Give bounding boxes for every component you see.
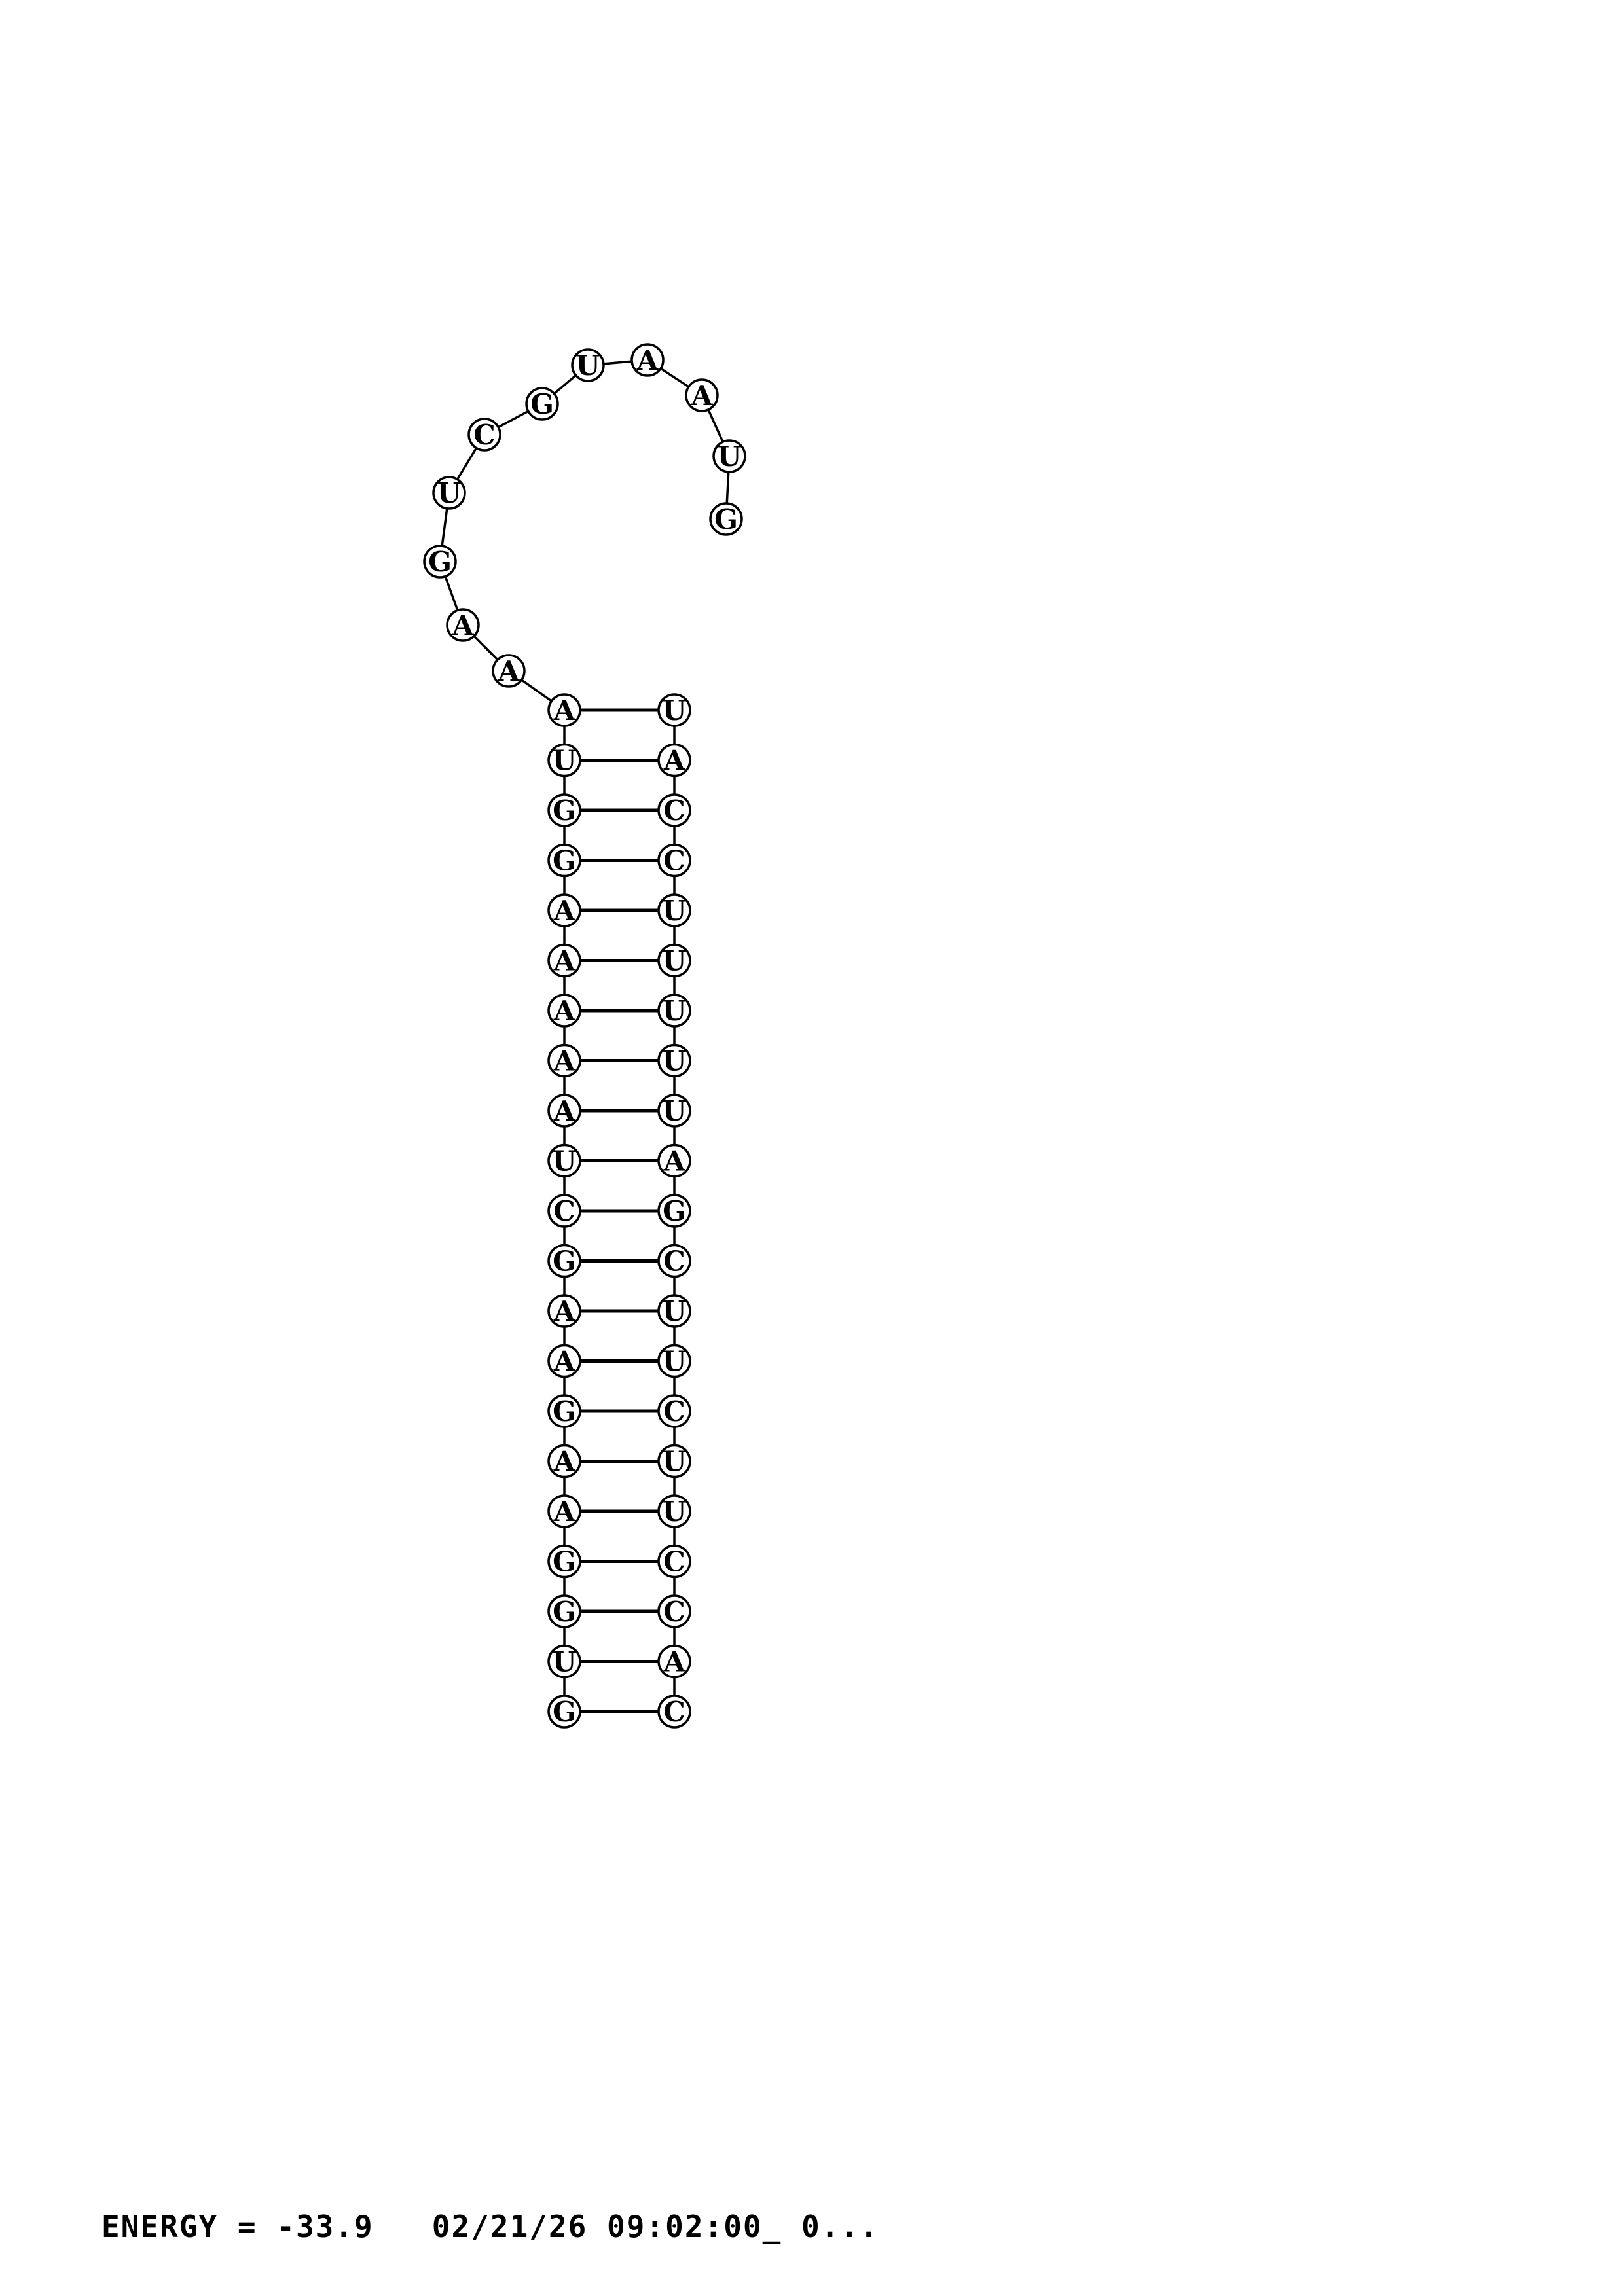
stem-nucleotide-left-8 <box>549 1045 580 1077</box>
nucleotide-label: G <box>553 794 576 827</box>
stem-nucleotide-right-17 <box>659 1496 690 1528</box>
backbone-edge <box>522 680 552 701</box>
loop-nucleotide-L6 <box>710 503 742 535</box>
stem-nucleotide-right-4 <box>659 844 690 876</box>
nucleotide-label: U <box>662 1445 687 1478</box>
nucleotide-label: U <box>662 994 687 1027</box>
stem-nucleotide-right-3 <box>659 795 690 827</box>
loop-nucleotide-L1 <box>526 388 558 420</box>
loop-nucleotide-L7 <box>469 419 500 451</box>
backbone-edge <box>445 577 458 611</box>
nucleotide-label: G <box>714 503 738 535</box>
loop-nucleotide-L3 <box>632 344 663 376</box>
stem-nucleotide-left-1 <box>549 694 580 726</box>
loop-nucleotide-L9 <box>424 546 456 578</box>
nucleotide-label: U <box>717 440 742 473</box>
stem-nucleotide-right-5 <box>659 895 690 927</box>
nucleotide-label: A <box>553 994 575 1027</box>
nucleotide-label: C <box>553 1194 575 1227</box>
energy-caption: ENERGY = -33.9 02/21/26 09:02:00_ 0... <box>101 2209 879 2244</box>
loop-nucleotide-L5 <box>714 440 745 473</box>
stem-nucleotide-right-10 <box>659 1145 690 1177</box>
nucleotide-label: C <box>663 1595 685 1628</box>
nucleotide-label: G <box>428 545 452 578</box>
nucleotide-label: G <box>553 1245 576 1278</box>
nucleotide-label: U <box>552 744 577 777</box>
nucleotide-label: A <box>553 944 575 977</box>
stem-nucleotide-left-11 <box>549 1195 580 1227</box>
stem-nucleotide-left-20 <box>549 1645 580 1677</box>
stem-nucleotide-right-6 <box>659 944 690 977</box>
stem-nucleotide-left-10 <box>549 1145 580 1177</box>
stem-nucleotide-left-13 <box>549 1295 580 1327</box>
stem-nucleotide-right-1 <box>659 694 690 726</box>
stem-nucleotide-right-20 <box>659 1645 690 1677</box>
nucleotide-label: A <box>553 694 575 726</box>
loop-nucleotide-L2 <box>572 350 604 382</box>
nucleotide-label: U <box>662 1045 687 1077</box>
nucleotide-label: A <box>452 609 474 641</box>
nucleotide-label: A <box>691 379 713 412</box>
backbone-edge <box>727 472 729 503</box>
stem-nucleotide-left-5 <box>549 895 580 927</box>
stem-nucleotide-left-18 <box>549 1545 580 1577</box>
nucleotide-label: U <box>662 894 687 927</box>
nucleotide-label: G <box>553 1395 576 1427</box>
stem-nucleotide-right-9 <box>659 1095 690 1127</box>
nucleotide-label: C <box>663 1245 685 1278</box>
stem-nucleotide-right-2 <box>659 744 690 776</box>
backbone-edge <box>498 411 528 427</box>
stem-nucleotide-left-16 <box>549 1445 580 1477</box>
backbone-edge <box>474 636 498 660</box>
nucleotide-label: C <box>663 794 685 827</box>
loop-nucleotide-L10 <box>447 609 479 641</box>
nucleotide-label: C <box>663 1545 685 1578</box>
nucleotide-label: U <box>552 1145 577 1177</box>
backbone-edge <box>554 375 575 393</box>
nucleotide-label: U <box>662 1295 687 1327</box>
stem-nucleotide-right-19 <box>659 1596 690 1628</box>
nucleotide-label: C <box>473 418 496 451</box>
nucleotide-label: U <box>437 476 462 509</box>
base-pair-bonds <box>580 710 659 1712</box>
backbone-edge <box>457 448 476 480</box>
stem-nucleotide-left-15 <box>549 1395 580 1427</box>
nucleotide-label: A <box>553 1094 575 1127</box>
stem-nucleotide-left-2 <box>549 744 580 776</box>
loop-nucleotides <box>424 344 745 687</box>
nucleotide-label: A <box>553 1045 575 1077</box>
nucleotide-label: C <box>663 1395 685 1427</box>
stem-nucleotide-right-12 <box>659 1245 690 1277</box>
nucleotide-label: U <box>662 1495 687 1528</box>
nucleotide-label: A <box>663 1645 685 1678</box>
stem-nucleotide-right-7 <box>659 995 690 1027</box>
nucleotide-label: G <box>663 1194 686 1227</box>
nucleotide-label: C <box>663 1695 685 1728</box>
loop-nucleotide-L4 <box>686 380 718 412</box>
stem-nucleotide-left-19 <box>549 1596 580 1628</box>
nucleotide-label: U <box>662 1345 687 1378</box>
nucleotide-label: A <box>553 1445 575 1478</box>
backbone-edge <box>708 410 723 442</box>
nucleotide-label: G <box>553 1695 576 1728</box>
stem-nucleotide-right-14 <box>659 1345 690 1377</box>
nucleotide-label: A <box>553 1295 575 1327</box>
loop-nucleotide-L11 <box>493 655 524 687</box>
stem-nucleotide-right-13 <box>659 1295 690 1327</box>
nucleotide-label: U <box>662 944 687 977</box>
stem-nucleotide-left-17 <box>549 1496 580 1528</box>
nucleotide-label: A <box>553 1345 575 1378</box>
nucleotide-label: U <box>662 1094 687 1127</box>
stem-nucleotide-right-11 <box>659 1195 690 1227</box>
nucleotide-label: G <box>553 1545 576 1578</box>
stem-nucleotide-right-18 <box>659 1545 690 1577</box>
nucleotide-label: A <box>498 655 520 687</box>
loop-backbone-edges <box>442 361 729 701</box>
nucleotide-label: G <box>553 844 576 877</box>
nucleotide-label: C <box>663 844 685 877</box>
stem-nucleotide-left-7 <box>549 995 580 1027</box>
stem-nucleotide-right-8 <box>659 1045 690 1077</box>
nucleotide-label: U <box>552 1645 577 1678</box>
stem-nucleotide-left-9 <box>549 1095 580 1127</box>
nucleotide-label: G <box>553 1595 576 1628</box>
stem-nucleotide-left-6 <box>549 944 580 977</box>
nucleotide-label: A <box>553 1495 575 1528</box>
backbone-edge <box>442 509 447 546</box>
stem-nucleotide-left-12 <box>549 1245 580 1277</box>
backbone-edge <box>661 368 689 387</box>
nucleotide-label: A <box>636 344 659 376</box>
stem-nucleotide-left-14 <box>549 1345 580 1377</box>
stem-nucleotide-left-4 <box>549 844 580 876</box>
loop-nucleotide-L8 <box>433 477 465 509</box>
backbone-edge <box>604 361 632 364</box>
stem-nucleotide-left-21 <box>549 1696 580 1728</box>
nucleotide-label: U <box>575 349 600 382</box>
stem-nucleotide-right-16 <box>659 1445 690 1477</box>
stem-nucleotide-left-3 <box>549 795 580 827</box>
stem-nucleotide-right-21 <box>659 1696 690 1728</box>
stem-nucleotide-right-15 <box>659 1395 690 1427</box>
nucleotide-label: A <box>553 894 575 927</box>
nucleotide-label: U <box>662 694 687 726</box>
nucleotide-label: A <box>663 744 685 777</box>
nucleotide-label: G <box>530 387 554 420</box>
nucleotide-label: A <box>663 1145 685 1177</box>
